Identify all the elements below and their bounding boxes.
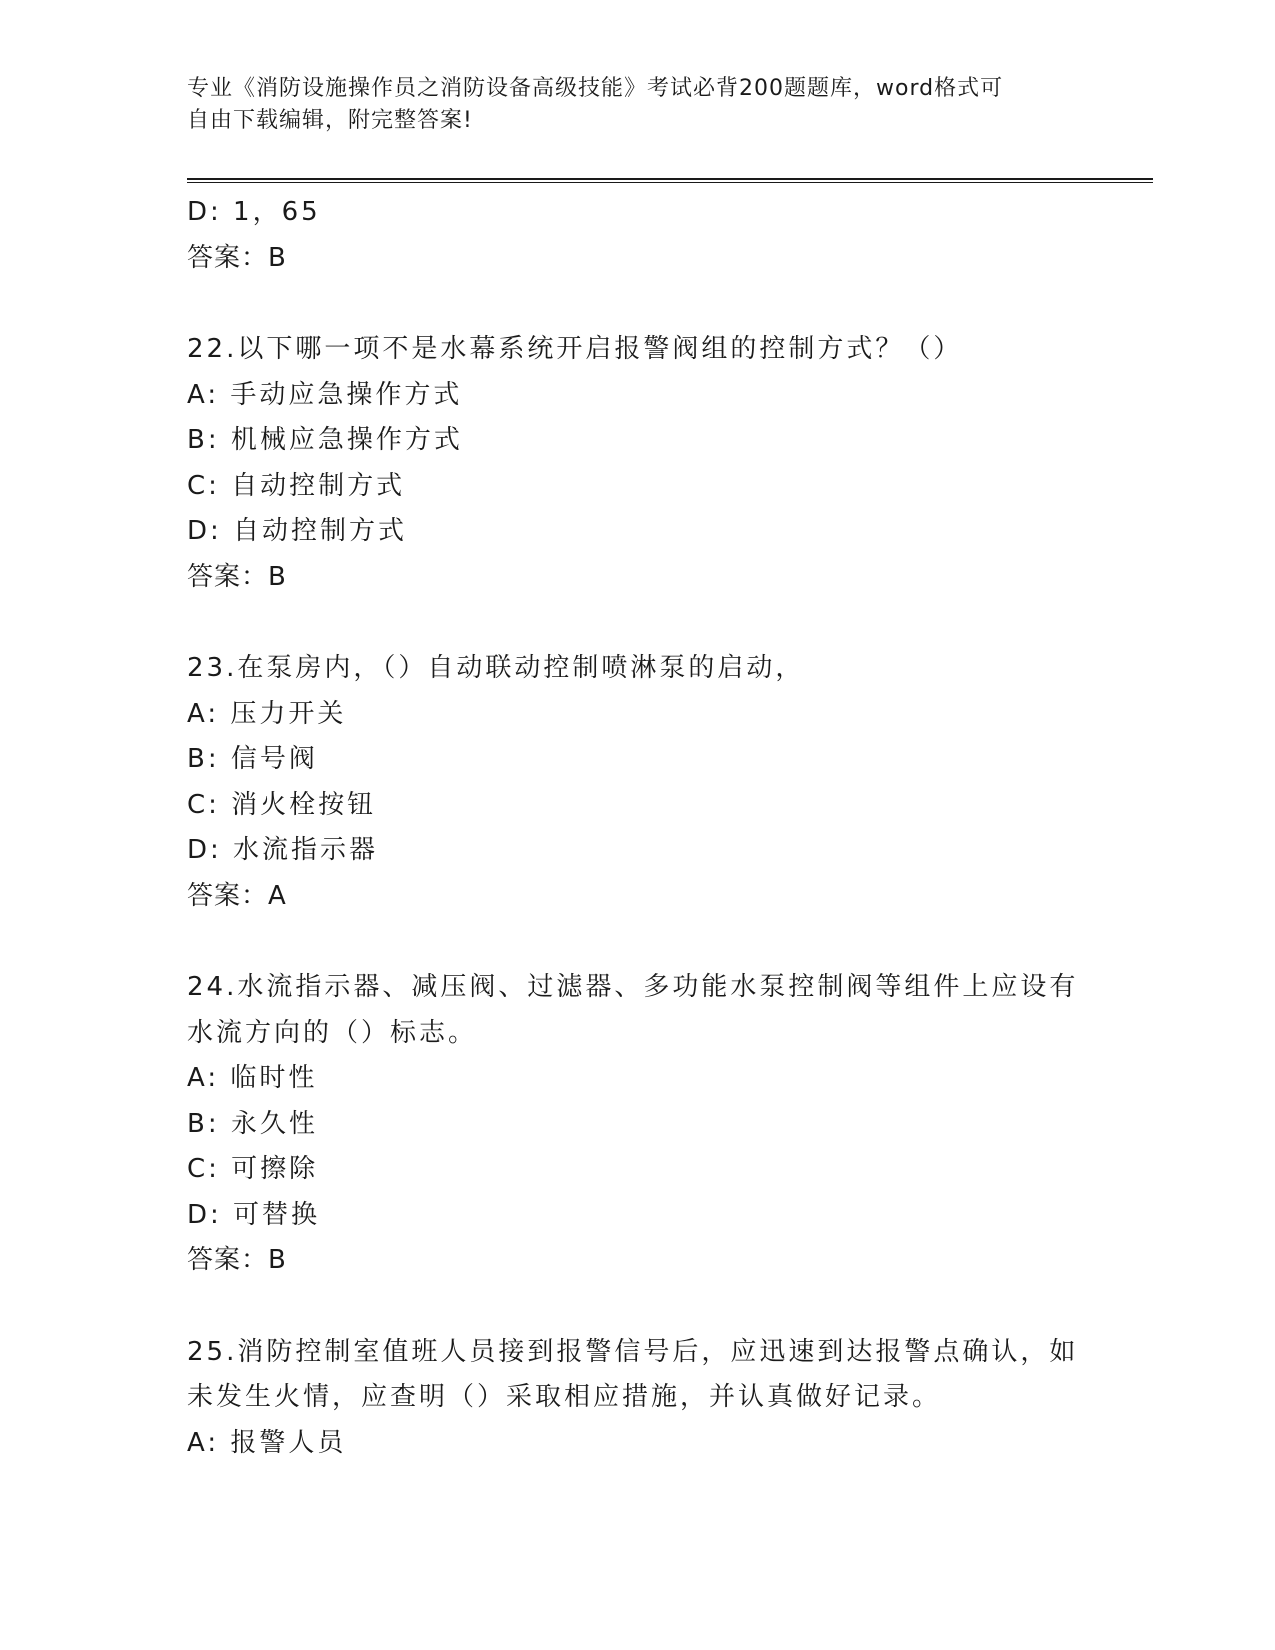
question-23 xyxy=(187,646,1087,919)
option-d: D: 可替换 xyxy=(187,1199,321,1230)
question-text: 25.消防控制室值班人员接到报警信号后，应迅速到达报警点确认，如 xyxy=(187,1336,1079,1367)
question-22 xyxy=(187,327,1087,600)
question-text-continued: 水流方向的（）标志。 xyxy=(187,1017,478,1048)
question-text-continued: 未发生火情，应查明（）采取相应措施，并认真做好记录。 xyxy=(187,1382,942,1412)
option-d: D: 自动控制方式 xyxy=(187,516,408,546)
header-divider-thick xyxy=(187,178,1153,180)
option-c: C: 可擦除 xyxy=(187,1154,319,1184)
spacer xyxy=(187,1284,1087,1330)
answer-line: 答案：B xyxy=(187,242,287,273)
option-b: B: 信号阀 xyxy=(187,744,318,774)
option-a: A: 压力开关 xyxy=(187,698,347,729)
previous-question-tail xyxy=(187,190,1087,281)
question-content xyxy=(187,190,1087,1466)
header-line-1: 专业《消防设施操作员之消防设备高级技能》考试必背200题题库，word格式可 xyxy=(187,76,1004,101)
option-b: B: 机械应急操作方式 xyxy=(187,425,463,455)
answer-line: 答案：B xyxy=(187,561,287,592)
answer-line: 答案：B xyxy=(187,1245,287,1275)
option-a: A: 报警人员 xyxy=(187,1427,347,1458)
question-24 xyxy=(187,965,1087,1284)
question-text: 24.水流指示器、减压阀、过滤器、多功能水泵控制阀等组件上应设有 xyxy=(187,972,1079,1002)
option-a: A: 手动应急操作方式 xyxy=(187,379,463,410)
spacer xyxy=(187,919,1087,965)
option-b: B: 永久性 xyxy=(187,1108,318,1139)
option-d: D: 水流指示器 xyxy=(187,835,379,865)
option-a: A: 临时性 xyxy=(187,1063,318,1093)
document-header xyxy=(187,73,1077,137)
question-text: 22.以下哪一项不是水幕系统开启报警阀组的控制方式？（） xyxy=(187,334,963,364)
header-line-2: 自由下载编辑，附完整答案! xyxy=(187,108,473,133)
spacer xyxy=(187,600,1087,646)
question-text: 23.在泵房内，（）自动联动控制喷淋泵的启动， xyxy=(187,653,805,683)
header-divider-thin xyxy=(187,182,1153,183)
option-c: C: 自动控制方式 xyxy=(187,470,406,501)
spacer xyxy=(187,281,1087,327)
option-c: C: 消火栓按钮 xyxy=(187,789,377,820)
question-25 xyxy=(187,1330,1087,1467)
option-d: D: 1，65 xyxy=(187,197,321,227)
answer-line: 答案：A xyxy=(187,880,287,911)
